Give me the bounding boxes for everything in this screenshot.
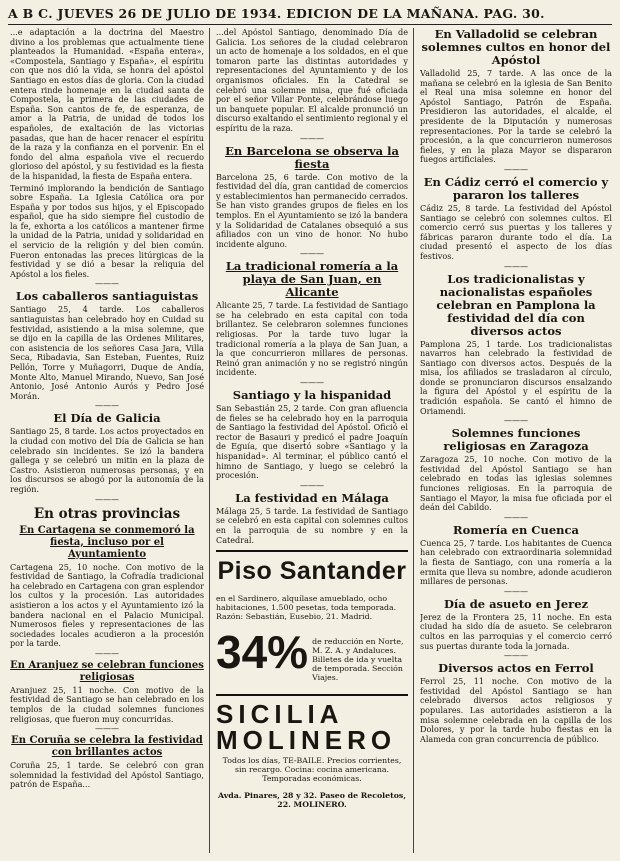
article-text: Jerez de la Frontera 25, 11 noche. En esta ciudad ha sido día de asueto. Se celebraron cultos en las parroquias y el comercio cerró sus puertas durante toda la jornada. <box>420 611 612 651</box>
column-separator <box>209 28 210 853</box>
divider: ——— <box>504 416 528 426</box>
ad-title: SICILIA MOLINERO <box>216 699 397 756</box>
divider: ——— <box>504 586 528 596</box>
article-text: Barcelona 25, 6 tarde. Con motivo de la festividad del día, gran cantidad de comercios y establecimientos han permanecido cerrados. Se han visto grandes grupos de fieles en los templos. En el Ayuntamiento se izó la bandera y la Solidaridad de Catalanes obsequió a sus afiliados con un vino de honor. No hubo incidente alguno. <box>216 171 408 249</box>
headline: Solemnes funciones religiosas en Zaragoza <box>443 426 589 454</box>
advertisement-piso-santander <box>216 557 408 689</box>
article-text: Cuenca 25, 7 tarde. Los habitantes de Cuenca han celebrado con extraordinaria solemnidad la fiesta de Santiago, con una romería a la ermita que lleva su nombre, adonde acudieron millares de personas. <box>420 537 612 587</box>
ad-rule <box>216 694 408 696</box>
article-text: Santiago 25, 8 tarde. Los actos proyectados en la ciudad con motivo del Día de Galicia se han celebrado sin incidentes. Se izó la bandera gallega y se celebró un mitin en la plaza de Castro. Asistieron numerosas personas, y en los discursos se abogó por la autonomía de la región. <box>10 426 204 494</box>
divider: ——— <box>504 512 528 522</box>
article-text: Alicante 25, 7 tarde. La festividad de Santiago se ha celebrado en esta capital con toda brillantez. Se celebraron solemnes funciones religiosas. Por la tarde tuvo lugar la tradicional romería a la playa de San Juan, a la que concurrieron millares de personas. Reinó gran animación y no se registró ningún incidente. <box>216 300 408 378</box>
article-text: Coruña 25, 1 tarde. Se celebró con gran solemnidad la festividad del Apóstol Santiago, patrón de España... <box>10 760 204 790</box>
divider: ——— <box>300 133 324 143</box>
ad-discount-percent: 34% <box>216 625 309 678</box>
divider: ——— <box>504 164 528 174</box>
headline: El Día de Galicia <box>53 411 161 426</box>
headline: Diversos actos en Ferrol <box>438 661 594 676</box>
headline: La tradicional romería a la playa de San Juan, en Alicante <box>225 259 399 300</box>
article-text: Málaga 25, 5 tarde. La festividad de Santiago se celebró en esta capital con solemnes cultos en la parroquia de su nombre y en la Catedral. <box>216 505 408 545</box>
divider: ——— <box>300 249 324 259</box>
column-3 <box>420 28 612 853</box>
divider: ——— <box>300 480 324 490</box>
divider: ——— <box>300 378 324 388</box>
headline: En Coruña se celebra la festividad con brillantes actos <box>11 735 203 759</box>
divider: ——— <box>504 261 528 271</box>
header-text: A B C. JUEVES 26 DE JULIO DE 1934. EDICION DE LA MAÑANA. PAG. 30. <box>8 5 545 21</box>
headline: Día de asueto en Jerez <box>443 596 589 611</box>
article-text: ...e adaptación a la doctrina del Maestro divino a los problemas que actualmente tiene planteados la Humanidad. «España entera», «Compostela, Santiago y España», el espíritu con que nos dió la vida, se honra del apóstol Santiago en estos días de gloria. Con la ciudad entera rinde homenaje en la ciudad santa de Compostela, la primera de las ciudades de España. Son cantos de fe, de esperanza, de amor a la Patria, de unidad de todos los españoles, de exaltación de las victorias pasadas, que han de hacer renacer el espíritu de la raza y la confianza en el porvenir. En el fondo del alma española vive el recuerdo glorioso del apóstol, y su festividad es la fiesta de la hispanidad, la fiesta de España entera. <box>10 28 204 181</box>
ad-text: en el Sardinero, alquílase amueblado, ocho habitaciones, 1.500 pesetas, toda temporada. Razón: Sebastián, Eusebio, 21. Madrid. <box>216 593 397 621</box>
article-text: Santiago 25, 4 tarde. Los caballeros santiaguistas han celebrado hoy en Cuidad su festividad, asistiendo a la misa solemne, que se dijo en la capilla de las Ordenes Militares, con asistencia de los señores Casa Jara, Villa Seca, Ribadavia, San Esteban, Fuentes, Ruiz Pellón, Torre y Muñagorri, Duque de Andía, Monte Alto, Manuel Mirando, Nuevo, San José Antonio, José Antonio Aurós y Pedro José Morán. <box>10 304 204 401</box>
divider: ——— <box>95 401 119 411</box>
header-rule <box>8 24 612 25</box>
ad-text: de reducción en Norte, M. Z. A. y Andaluces. Billetes de ida y vuelta de temporada. Sección Viajes. <box>312 636 404 682</box>
headline: La festividad en Málaga <box>235 490 389 505</box>
article-text: Cartagena 25, 10 noche. Con motivo de la festividad de Santiago, la Cofradía tradicional ha celebrado en Cartagena con gran esplendor los cultos y la procesión. Las autoridades asistieron a los actos y el Ayuntamiento izó la bandera nacional en el Palacio Municipal. Numerosos fieles y representaciones de las sociedades locales acudieron a la procesión por la tarde. <box>10 561 204 649</box>
divider: ——— <box>95 494 119 504</box>
ad-rule <box>216 550 408 552</box>
section-headline: En otras provincias <box>33 505 181 522</box>
article-text: Pamplona 25, 1 tarde. Los tradicionalistas navarros han celebrado la festividad de Santiago con diversos actos. Después de la misa, los afiliados se trasladaron al círculo, donde se pronunciaron discursos ensalzando la figura del Apóstol y el espíritu de la tradición española. Se cantó el himno de Oriamendi. <box>420 338 612 416</box>
headline: Romería en Cuenca <box>453 522 579 537</box>
article-text: ...del Apóstol Santiago, denominado Día de Galicia. Los señores de la ciudad celebraron un acto de homenaje a los soldados, en el que tomaron parte las distintas autoridades y representaciones del Ayuntamiento y de los organismos oficiales. En la Catedral se celebró una solemne misa, que fué oficiada por el señor Villar Ponte, celebrándose luego un banquete popular. El alcalde pronunció un discurso exaltando el sentimiento regional y el espíritu de la raza. <box>216 28 408 133</box>
advertisement-sicilia-molinero <box>216 701 408 809</box>
column-1 <box>10 28 204 853</box>
article-text: Valladolid 25, 7 tarde. A las once de la mañana se celebró en la iglesia de San Benito el Real una misa solemne en honor del Apóstol Santiago, Patrón de España. Presidieron las autoridades, el alcalde, el presidente de la Diputación y numerosas representaciones. Por la tarde se celebró la procesión, a la que concurrieron numerosos fieles, y en la plaza Mayor se dispararon fuegos artificiales. <box>420 68 612 165</box>
headline: En Cartagena se conmemoró la fiesta, incluso por el Ayuntamiento <box>19 524 195 560</box>
article-text: Zaragoza 25, 10 noche. Con motivo de la festividad del Apóstol Santiago se han celebrado en todas las iglesias solemnes funciones religiosas. En la parroquia de Santiago el Mayor, la misa fue oficiada por el deán del Cabildo. <box>420 454 612 513</box>
headline: En Cádiz cerró el comercio y pararon los talleres <box>423 174 609 202</box>
article-text: Terminó implorando la bendición de Santiago sobre España. La Iglesia Católica ora por España y por todos sus hijos, y el Episcopado español, que ha sido siempre fiel custodio de la fe, exhorta a los católicos a mantener firme la unidad de la Patria, unidad y solidaridad en el servicio de la religión y del bien común. Fueron entonadas las preces litúrgicas de la festividad y se dió a besar la reliquia del Apóstol a los fieles. <box>10 182 204 279</box>
headline: En Valladolid se celebran solemnes cultos en honor del Apóstol <box>421 28 611 67</box>
ad-footer: Avda. Pinares, 28 y 32. Paseo de Recoletos, 22. MOLINERO. <box>217 791 407 810</box>
divider: ——— <box>95 279 119 289</box>
headline: Los caballeros santiaguistas <box>15 289 199 304</box>
column-separator <box>413 28 414 853</box>
divider: ——— <box>95 648 119 658</box>
article-text: San Sebastián 25, 2 tarde. Con gran afluencia de fieles se ha celebrado hoy en la parroquia de Santiago la festividad del Apóstol. Ofició el rector de Basauri y predicó el padre Joaquín de Eguía, que disertó sobre «Santiago y la hispanidad». Al terminar, el público cantó el himno de Santiago, y luego se celebró la procesión. <box>216 403 408 481</box>
ad-text: Todos los días, TE-BAILE. Precios corrientes, sin recargo. Cocina: cocina americana. Temporadas económicas. <box>222 756 402 784</box>
headline: Los tradicionalistas y nacionalistas españoles celebran en Pamplona la festividad del día con diversos actos <box>436 271 596 338</box>
headline: En Aranjuez se celebran funciones religiosas <box>10 659 204 683</box>
divider: ——— <box>504 651 528 661</box>
divider: ——— <box>95 724 119 734</box>
article-text: Aranjuez 25, 11 noche. Con motivo de la festividad de Santiago se han celebrado en los templos de la ciudad solemnes funciones religiosas, que fueron muy concurridas. <box>10 684 204 724</box>
headline: En Barcelona se observa la fiesta <box>225 143 399 171</box>
article-text: Ferrol 25, 11 noche. Con motivo de la festividad del Apóstol Santiago se han celebrado diversos actos religiosos y populares. Las autoridades asistieron a la misa solemne celebrada en la capilla de los Dolores, y por la tarde hubo fiestas en la Alameda con gran concurrencia de público. <box>420 676 612 744</box>
article-text: Cádiz 25, 8 tarde. La festividad del Apóstol Santiago se celebró con solemnes cultos. El comercio cerró sus puertas y los talleres y fábricas pararon durante todo el día. La ciudad presentó el aspecto de los días festivos. <box>420 202 612 261</box>
column-2 <box>216 28 408 853</box>
headline: Santiago y la hispanidad <box>232 388 392 403</box>
page-header <box>8 4 612 22</box>
ad-title: Piso Santander <box>217 557 407 586</box>
